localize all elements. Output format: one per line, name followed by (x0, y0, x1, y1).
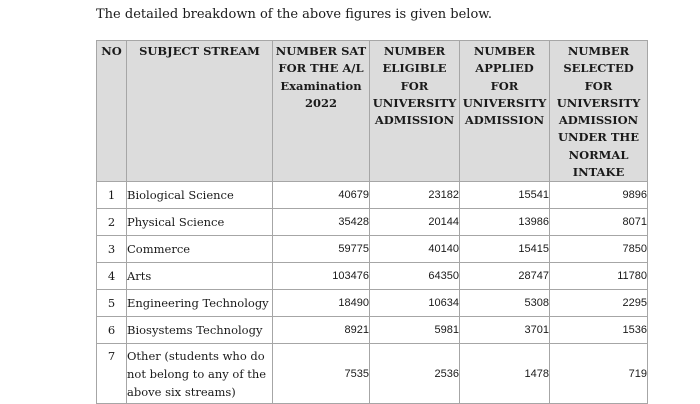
number-applied-cell: 15541 (460, 182, 550, 209)
subject-stream-cell: Arts (127, 263, 273, 290)
number-selected-cell: 1536 (550, 317, 648, 344)
number-eligible-cell: 64350 (370, 263, 460, 290)
number-sat-cell: 35428 (273, 209, 370, 236)
number-applied-cell: 5308 (460, 290, 550, 317)
number-sat-cell: 59775 (273, 236, 370, 263)
subject-stream-cell: Commerce (127, 236, 273, 263)
number-eligible-cell: 10634 (370, 290, 460, 317)
number-eligible-cell: 5981 (370, 317, 460, 344)
number-selected-cell: 9896 (550, 182, 648, 209)
subject-stream-cell: Physical Science (127, 209, 273, 236)
number-eligible-cell: 23182 (370, 182, 460, 209)
row-number: 6 (97, 317, 127, 344)
number-sat-cell: 103476 (273, 263, 370, 290)
number-selected-cell: 11780 (550, 263, 648, 290)
header-number-selected: NUMBER SELECTED FOR UNIVERSITY ADMISSION UNDER THE NORMAL INTAKE (550, 41, 648, 182)
number-sat-cell: 8921 (273, 317, 370, 344)
header-number-sat: NUMBER SAT FOR THE A/L Examination 2022 (273, 41, 370, 182)
number-sat-cell: 40679 (273, 182, 370, 209)
number-selected-cell: 8071 (550, 209, 648, 236)
number-applied-cell: 3701 (460, 317, 550, 344)
number-selected-cell: 719 (550, 344, 648, 404)
intro-text: The detailed breakdown of the above figures is given below. (96, 7, 492, 22)
subject-stream-cell: Biosystems Technology (127, 317, 273, 344)
row-number: 2 (97, 209, 127, 236)
number-eligible-cell: 20144 (370, 209, 460, 236)
table-row (97, 344, 648, 404)
number-applied-cell: 15415 (460, 236, 550, 263)
table-row (97, 263, 648, 290)
subject-stream-cell: Other (students who do not belong to any of the above six streams) (127, 344, 273, 404)
breakdown-table (96, 40, 648, 404)
subject-stream-cell: Biological Science (127, 182, 273, 209)
number-selected-cell: 7850 (550, 236, 648, 263)
header-number-eligible: NUMBER ELIGIBLE FOR UNIVERSITY ADMISSION (370, 41, 460, 182)
number-sat-cell: 7535 (273, 344, 370, 404)
number-eligible-cell: 2536 (370, 344, 460, 404)
number-sat-cell: 18490 (273, 290, 370, 317)
row-number: 3 (97, 236, 127, 263)
table-row (97, 209, 648, 236)
table-header-row (97, 41, 648, 182)
table-row (97, 317, 648, 344)
row-number: 1 (97, 182, 127, 209)
header-number-applied: NUMBER APPLIED FOR UNIVERSITY ADMISSION (460, 41, 550, 182)
row-number: 5 (97, 290, 127, 317)
table-row (97, 290, 648, 317)
number-selected-cell: 2295 (550, 290, 648, 317)
number-applied-cell: 28747 (460, 263, 550, 290)
header-no: NO (97, 41, 127, 182)
number-applied-cell: 13986 (460, 209, 550, 236)
subject-stream-cell: Engineering Technology (127, 290, 273, 317)
number-eligible-cell: 40140 (370, 236, 460, 263)
header-subject-stream: SUBJECT STREAM (127, 41, 273, 182)
row-number: 7 (97, 344, 127, 404)
table-row (97, 182, 648, 209)
number-applied-cell: 1478 (460, 344, 550, 404)
row-number: 4 (97, 263, 127, 290)
table-row (97, 236, 648, 263)
